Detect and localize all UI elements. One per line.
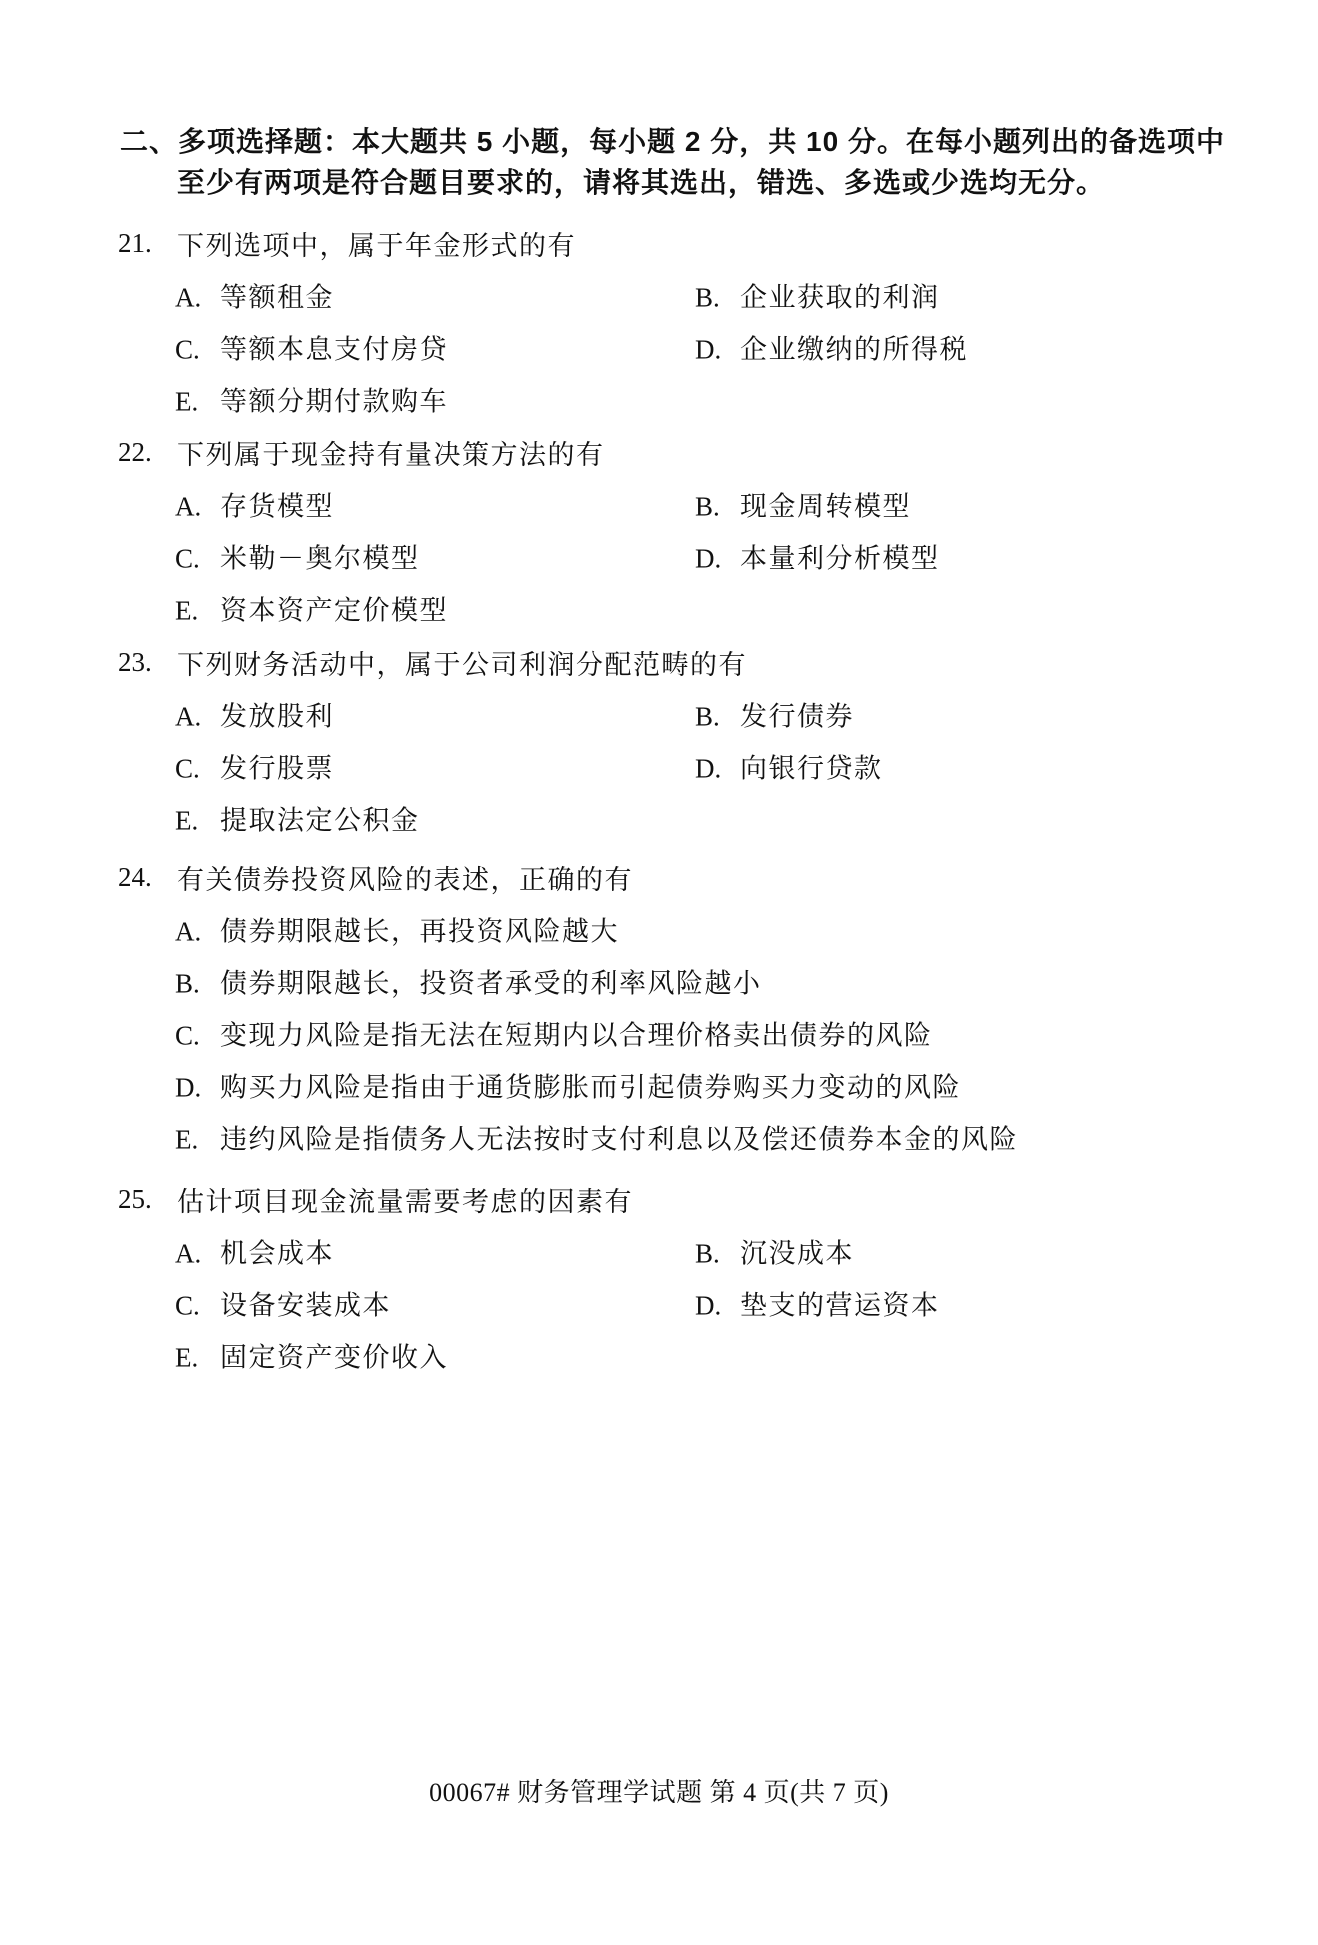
- question-21: [118, 217, 1288, 425]
- section-instructions-line1: [120, 121, 1268, 162]
- question-text: 估计项目现金流量需要考虑的因素有: [177, 1186, 633, 1217]
- option-d: [695, 328, 968, 367]
- option-d: [175, 1066, 961, 1105]
- question-24-title: [118, 851, 1288, 903]
- option-e: [175, 1336, 448, 1375]
- question-24-options-row-1: [118, 903, 1288, 955]
- question-text: 有关债券投资风险的表述，正确的有: [177, 864, 633, 895]
- option-label: C.: [175, 1020, 200, 1051]
- option-label: D.: [695, 543, 722, 574]
- option-label: E.: [175, 805, 199, 836]
- question-number: 24.: [118, 861, 152, 892]
- section-number: 二、: [120, 126, 179, 157]
- question-24: [118, 851, 1288, 1163]
- option-label: E.: [175, 595, 199, 626]
- option-text: 垫支的营运资本: [740, 1290, 940, 1321]
- question-text: 下列属于现金持有量决策方法的有: [177, 439, 605, 470]
- option-text: 变现力风险是指无法在短期内以合理价格卖出债券的风险: [220, 1020, 933, 1051]
- option-c: [175, 328, 448, 367]
- option-e: [175, 380, 448, 419]
- option-a: [175, 485, 334, 524]
- option-label: A.: [175, 916, 202, 947]
- option-text: 向银行贷款: [740, 753, 883, 784]
- question-21-options-row-1: [118, 269, 1288, 321]
- option-text: 机会成本: [220, 1238, 334, 1269]
- question-22-title: [118, 426, 1288, 478]
- option-a: [175, 276, 334, 315]
- question-text: 下列财务活动中，属于公司利润分配范畴的有: [177, 649, 747, 680]
- option-c: [175, 537, 420, 576]
- option-e: [175, 589, 448, 628]
- option-label: C.: [175, 1290, 200, 1321]
- question-25: [118, 1173, 1288, 1381]
- option-text: 发放股利: [220, 701, 334, 732]
- question-text: 下列选项中，属于年金形式的有: [177, 230, 576, 261]
- option-c: [175, 1284, 391, 1323]
- option-text: 发行股票: [220, 753, 334, 784]
- option-d: [695, 747, 883, 786]
- section-instructions-text: 多项选择题：本大题共 5 小题，每小题 2 分，共 10 分。在每小题列出的备选项中: [178, 126, 1225, 157]
- option-text: 现金周转模型: [740, 491, 911, 522]
- question-23-options-row-1: [118, 688, 1288, 740]
- option-e: [175, 1118, 1018, 1157]
- option-label: E.: [175, 1124, 199, 1155]
- option-text: 等额本息支付房贷: [220, 334, 448, 365]
- option-text: 违约风险是指债务人无法按时支付利息以及偿还债券本金的风险: [220, 1124, 1018, 1155]
- option-text: 发行债券: [740, 701, 854, 732]
- question-23-options-row-2: [118, 740, 1288, 792]
- option-label: D.: [695, 1290, 722, 1321]
- question-22-options-row-1: [118, 478, 1288, 530]
- question-21-title: [118, 217, 1288, 269]
- option-text: 等额租金: [220, 282, 334, 313]
- option-text: 资本资产定价模型: [220, 595, 448, 626]
- option-label: D.: [695, 753, 722, 784]
- question-24-options-row-3: [118, 1007, 1288, 1059]
- option-label: E.: [175, 386, 199, 417]
- option-label: A.: [175, 1238, 202, 1269]
- option-label: B.: [695, 282, 720, 313]
- option-b: [695, 695, 854, 734]
- option-text: 债券期限越长，再投资风险越大: [220, 916, 619, 947]
- option-d: [695, 537, 940, 576]
- option-c: [175, 747, 334, 786]
- question-22: [118, 426, 1288, 634]
- option-label: C.: [175, 753, 200, 784]
- option-label: B.: [695, 491, 720, 522]
- option-a: [175, 695, 334, 734]
- option-b: [695, 1232, 854, 1271]
- option-label: C.: [175, 334, 200, 365]
- question-21-options-row-3: [118, 373, 1288, 425]
- question-23-options-row-3: [118, 792, 1288, 844]
- option-text: 企业获取的利润: [740, 282, 940, 313]
- option-label: A.: [175, 491, 202, 522]
- option-label: D.: [175, 1072, 202, 1103]
- option-label: C.: [175, 543, 200, 574]
- page-footer: [0, 1772, 1318, 1809]
- option-e: [175, 799, 420, 838]
- option-a: [175, 1232, 334, 1271]
- option-text: 沉没成本: [740, 1238, 854, 1269]
- option-b: [695, 485, 911, 524]
- option-text: 本量利分析模型: [740, 543, 940, 574]
- option-b: [695, 276, 940, 315]
- question-number: 23.: [118, 646, 152, 677]
- question-25-title: [118, 1173, 1288, 1225]
- option-text: 存货模型: [220, 491, 334, 522]
- option-d: [695, 1284, 940, 1323]
- footer-text: 00067# 财务管理学试题 第 4 页(共 7 页): [429, 1778, 889, 1807]
- section-instructions-line2: 至少有两项是符合题目要求的，请将其选出，错选、多选或少选均无分。: [177, 167, 1106, 198]
- option-text: 企业缴纳的所得税: [740, 334, 968, 365]
- question-number: 25.: [118, 1183, 152, 1214]
- option-label: E.: [175, 1342, 199, 1373]
- option-c: [175, 1014, 933, 1053]
- question-22-options-row-3: [118, 582, 1288, 634]
- question-24-options-row-2: [118, 955, 1288, 1007]
- question-23: [118, 636, 1288, 844]
- question-number: 21.: [118, 227, 152, 258]
- question-number: 22.: [118, 436, 152, 467]
- section-header: [120, 121, 1268, 203]
- option-text: 等额分期付款购车: [220, 386, 448, 417]
- option-text: 米勒－奥尔模型: [220, 543, 420, 574]
- option-text: 购买力风险是指由于通货膨胀而引起债券购买力变动的风险: [220, 1072, 961, 1103]
- option-b: [175, 962, 762, 1001]
- question-21-options-row-2: [118, 321, 1288, 373]
- option-text: 设备安装成本: [220, 1290, 391, 1321]
- option-label: D.: [695, 334, 722, 365]
- question-22-options-row-2: [118, 530, 1288, 582]
- question-24-options-row-5: [118, 1111, 1288, 1163]
- option-text: 债券期限越长，投资者承受的利率风险越小: [220, 968, 762, 999]
- option-text: 固定资产变价收入: [220, 1342, 448, 1373]
- option-label: B.: [175, 968, 200, 999]
- option-label: B.: [695, 701, 720, 732]
- option-label: A.: [175, 701, 202, 732]
- option-label: B.: [695, 1238, 720, 1269]
- option-a: [175, 910, 619, 949]
- question-25-options-row-3: [118, 1329, 1288, 1381]
- question-25-options-row-1: [118, 1225, 1288, 1277]
- option-label: A.: [175, 282, 202, 313]
- question-23-title: [118, 636, 1288, 688]
- question-24-options-row-4: [118, 1059, 1288, 1111]
- option-text: 提取法定公积金: [220, 805, 420, 836]
- question-25-options-row-2: [118, 1277, 1288, 1329]
